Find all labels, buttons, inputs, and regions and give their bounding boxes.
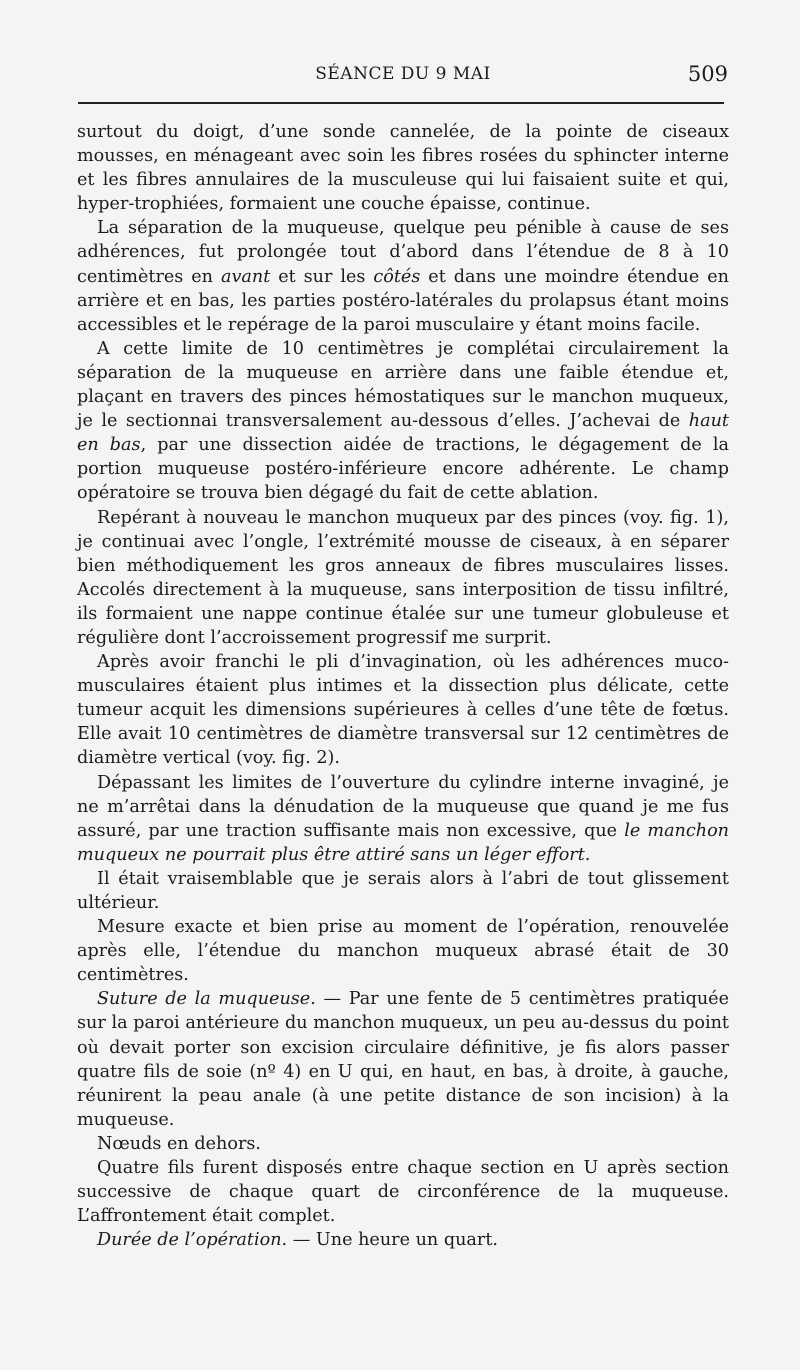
- text-run: A cette limite de 10 centimètres je complétai circulairement la séparation de la muqueuse en arrière dans une faible étendue et, plaçant en travers des pinces hémostatiques sur le manchon muqueux, je le sectionnai transversalement au-dessous d’elles. J’achevai de: [77, 338, 729, 432]
- running-title: SÉANCE DU 9 MAI: [315, 64, 491, 84]
- paragraph: [77, 216, 729, 336]
- text-run: — Une heure un quart.: [287, 1230, 498, 1251]
- paragraph: [77, 771, 729, 867]
- italic-text: côtés: [373, 266, 421, 287]
- italic-text: avant: [220, 266, 271, 287]
- text-run: Il était vraisemblable que je serais alors à l’abri de tout glissement ultérieur.: [77, 868, 729, 913]
- text-run: Mesure exacte et bien prise au moment de l’opération, renouvelée après elle, l’étendue du manchon muqueux abrasé était de 30 centimètres.: [77, 917, 729, 986]
- paragraph: [77, 915, 729, 987]
- header-rule: [78, 102, 724, 104]
- text-run: — Par une fente de 5 centimètres pratiquée sur la paroi antérieure du manchon muqueux, un peu au-dessus du point où devait porter son excision circulaire définitive, je fis alors passer quatre fils de soie (nº 4) en U qui, en haut, en bas, à droite, à gauche, réunirent la peau anale (à une petite distance de son incision) à la muqueuse.: [77, 989, 730, 1130]
- text-run: Dépassant les limites de l’ouverture du cylindre interne invaginé, je ne m’arrêtai dans la dénudation de la muqueuse que quand je me fus assuré, par une traction suffisante mais non excessive, que: [77, 772, 729, 841]
- paragraph: [77, 1132, 729, 1156]
- text-run: Quatre fils furent disposés entre chaque section en U après section successive de chaque quart de circonférence de la muqueuse. L’affrontement était complet.: [77, 1158, 729, 1227]
- italic-text: Durée de l’opération.: [97, 1230, 288, 1251]
- italic-text: le manchon muqueux ne pourrait plus être attiré sans un léger effort: [77, 820, 729, 865]
- text-run: et dans une moindre étendue en arrière et en bas, les parties postéro-latérales du prolapsus étant moins accessibles et le repérage de la paroi musculaire y étant moins facile.: [77, 266, 729, 335]
- text-run: Après avoir franchi le pli d’invagination, où les adhérences muco-musculaires étaient plus intimes et la dissection plus délicate, cette tumeur acquit les dimensions supérieures à celles d’une tête de fœtus. Elle avait 10 centimètres de diamètre transversal sur 12 centimètres de diamètre vertical (voy. fig. 2).: [77, 652, 729, 769]
- paragraph: [77, 337, 729, 506]
- text-run: Repérant à nouveau le manchon muqueux par des pinces (voy. fig. 1), je continuai avec l’ongle, l’extrémité mousse de ciseaux, à en séparer bien méthodiquement les gros anneaux de fibres musculaires lisses. Accolés directement à la muqueuse, sans interposition de tissu infiltré, ils formaient une nappe continue étalée sur une tumeur globuleuse et régulière dont l’accroissement progressif me surprit.: [77, 507, 729, 648]
- text-run: .: [584, 844, 591, 865]
- paragraph: [77, 987, 729, 1132]
- italic-text: Suture de la muqueuse.: [97, 989, 316, 1010]
- text-run: surtout du doigt, d’une sonde cannelée, de la pointe de ciseaux mousses, en ménageant avec soin les fibres rosées du sphincter interne et les fibres annulaires de la musculeuse qui lui faisaient suite et qui, hyper-trophiées, formaient une couche épaisse, continue.: [77, 122, 729, 215]
- paragraph: [77, 506, 729, 651]
- paragraph: [77, 1228, 729, 1252]
- running-head: [78, 58, 728, 92]
- text-run: , par une dissection aidée de tractions, le dégagement de la portion muqueuse postéro-inférieure encore adhérente. Le champ opératoire se trouva bien dégagé du fait de cette ablation.: [77, 435, 729, 504]
- text-run: Nœuds en dehors.: [97, 1133, 261, 1154]
- paragraph: [77, 1156, 729, 1228]
- paragraph: [77, 867, 729, 915]
- page-number: 509: [687, 62, 728, 86]
- text-run: et sur les: [270, 266, 374, 287]
- paragraph: [77, 650, 729, 770]
- text-run: La séparation de la muqueuse, quelque peu pénible à cause de ses adhérences, fut prolongée tout d’abord dans l’étendue de 8 à 10 centimètres en: [77, 218, 729, 287]
- paragraph: [77, 120, 729, 216]
- italic-text: haut en bas: [77, 411, 729, 456]
- body-text: [77, 120, 729, 1252]
